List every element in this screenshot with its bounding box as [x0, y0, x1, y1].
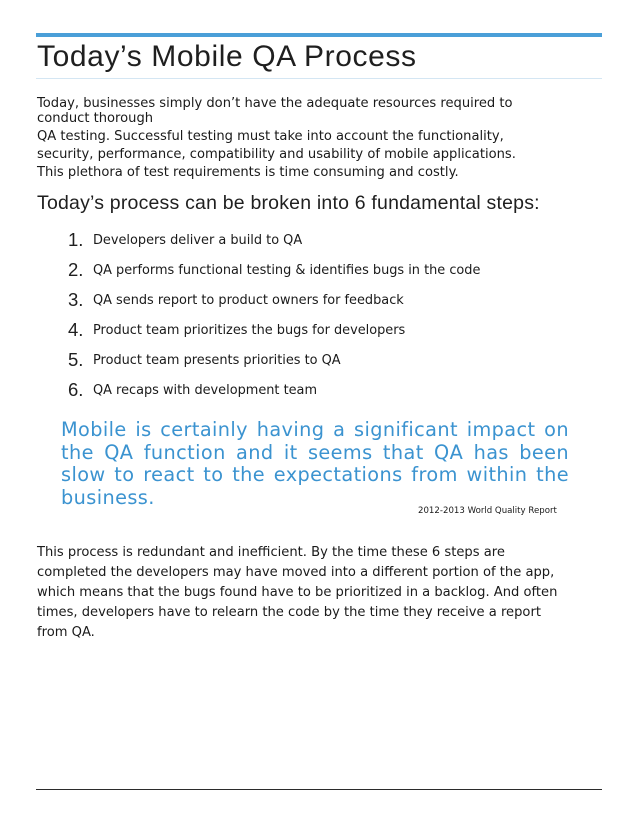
closing-line: completed the developers may have moved into a different portion of the app, [37, 565, 555, 580]
steps-list [68, 225, 480, 405]
header-accent-rule [36, 33, 602, 37]
pull-quote: Mobile is certainly having a significant impact on the QA function and it seems that QA has been slow to react to the expectations from within the business. [61, 418, 569, 509]
intro-line: conduct thorough [37, 111, 154, 126]
page-title: Today’s Mobile QA Process [37, 40, 417, 73]
intro-paragraph [37, 95, 577, 182]
step-item [68, 315, 480, 345]
closing-line: This process is redundant and inefficient. By the time these 6 steps are [37, 545, 505, 560]
step-item [68, 345, 480, 375]
step-number: 1. [68, 229, 84, 250]
footer-rule [36, 789, 602, 790]
intro-line: This plethora of test requirements is time consuming and costly. [37, 165, 459, 180]
closing-line: which means that the bugs found have to be prioritized in a backlog. And often [37, 585, 558, 600]
step-number: 6. [68, 379, 84, 400]
step-text: Product team prioritizes the bugs for developers [93, 322, 406, 338]
step-text: QA sends report to product owners for feedback [93, 292, 404, 308]
closing-line: times, developers have to relearn the code by the time they receive a report [37, 605, 541, 620]
step-text: Product team presents priorities to QA [93, 352, 341, 368]
step-text: QA recaps with development team [93, 382, 318, 398]
intro-line: QA testing. Successful testing must take into account the functionality, [37, 129, 504, 144]
step-text: Developers deliver a build to QA [93, 232, 303, 248]
intro-line: Today, businesses simply don’t have the adequate resources required to [37, 96, 513, 111]
step-number: 2. [68, 259, 84, 280]
closing-paragraph [37, 543, 585, 643]
step-text: QA performs functional testing & identifies bugs in the code [93, 262, 481, 278]
steps-heading: Today’s process can be broken into 6 fundamental steps: [37, 192, 540, 214]
step-item [68, 225, 480, 255]
step-item [68, 255, 480, 285]
step-item [68, 375, 480, 405]
closing-line: from QA. [37, 625, 95, 640]
step-number: 3. [68, 289, 84, 310]
title-divider [36, 78, 602, 79]
step-number: 4. [68, 319, 84, 340]
step-item [68, 285, 480, 315]
step-number: 5. [68, 349, 84, 370]
intro-line: security, performance, compatibility and usability of mobile applications. [37, 147, 516, 162]
quote-source: 2012-2013 World Quality Report [418, 506, 557, 516]
